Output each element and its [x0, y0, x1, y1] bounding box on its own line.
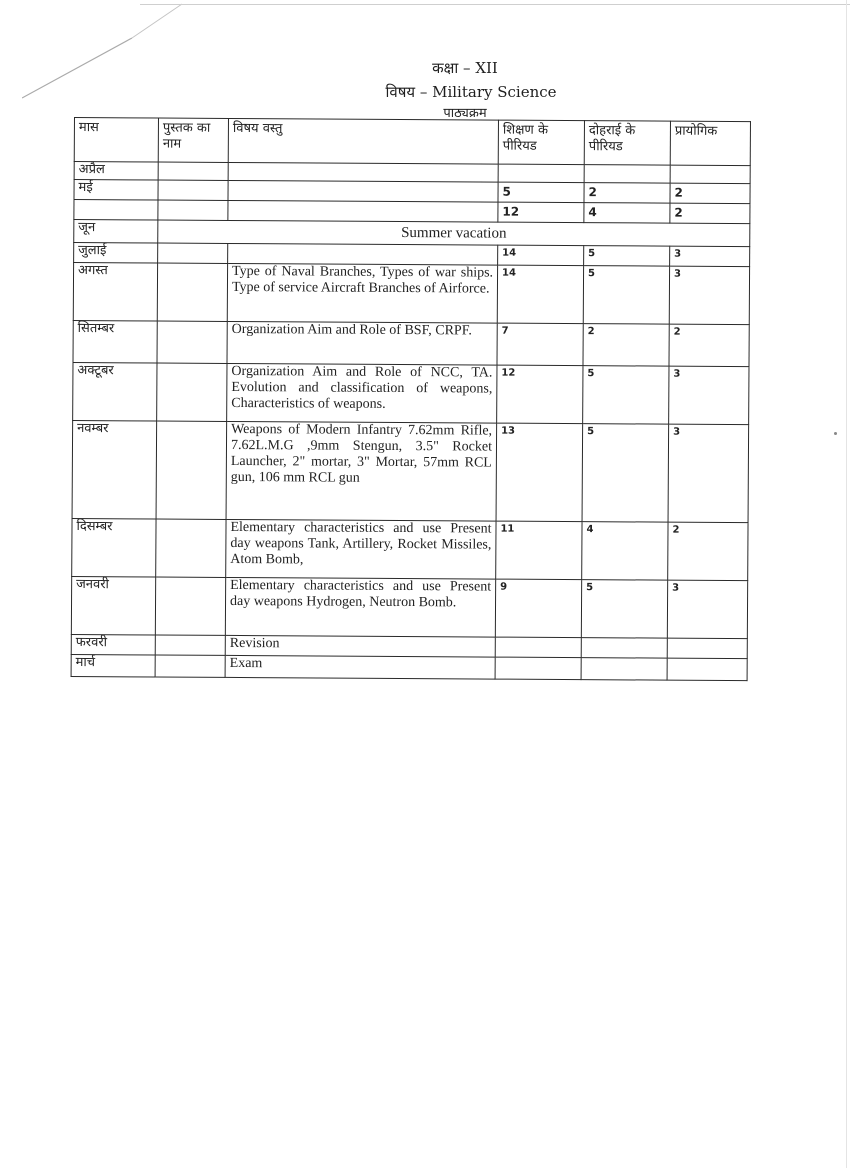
practical-cell: 2 — [668, 522, 748, 580]
month-cell: अगस्त — [73, 263, 157, 322]
col-header-revision-periods: दोहराई के पीरियड — [584, 121, 670, 166]
practical-cell: 2 — [669, 324, 749, 366]
practical-cell: 2 — [670, 203, 750, 223]
book-cell — [155, 577, 225, 635]
syllabus-heading: पाठ्यक्रम — [443, 106, 487, 121]
table-row — [71, 654, 747, 680]
month-cell: अप्रैल — [74, 162, 158, 181]
teaching-cell — [498, 164, 584, 183]
content-cell: Revision — [225, 635, 495, 657]
revision-cell — [581, 658, 667, 681]
book-cell — [158, 243, 228, 263]
revision-cell: 5 — [584, 246, 670, 267]
col-header-month: मास — [74, 118, 158, 163]
table-row — [71, 576, 747, 638]
teaching-cell: 14 — [498, 245, 584, 266]
book-cell — [155, 635, 225, 655]
revision-cell: 4 — [584, 203, 670, 224]
month-cell — [74, 200, 158, 221]
month-cell: जून — [74, 220, 158, 244]
revision-cell: 4 — [582, 522, 668, 581]
scan-right-edge — [846, 0, 847, 1168]
col-header-content: विषय वस्तु — [228, 118, 498, 164]
scan-top-edge — [140, 4, 850, 5]
teaching-cell: 13 — [496, 423, 583, 522]
table-row — [73, 263, 749, 325]
content-cell: Weapons of Modern Infantry 7.62mm Rifle, 7.62L.M.G ,9mm Stengun, 3.5" Rocket Launcher, 2" mortar, 3" Mortar, 57mm RCL gun, 106 mm RCL gun — [226, 421, 497, 521]
teaching-cell: 9 — [495, 579, 581, 638]
practical-cell: 3 — [669, 266, 749, 324]
book-cell — [156, 519, 226, 577]
teaching-cell: 12 — [497, 365, 583, 424]
revision-cell: 5 — [582, 424, 669, 523]
practical-cell: 3 — [667, 580, 747, 638]
scan-speck — [834, 432, 837, 435]
book-cell — [157, 263, 227, 321]
table-header-row — [74, 118, 750, 166]
book-cell — [157, 363, 227, 421]
content-cell: Elementary characteristics and use Present day weapons Tank, Artillery, Rocket Missiles, Atom Bomb, — [226, 519, 496, 579]
month-cell: नवम्बर — [72, 420, 157, 519]
month-cell: अक्टूबर — [73, 362, 157, 421]
revision-cell: 2 — [583, 324, 669, 367]
practical-cell — [667, 658, 747, 680]
content-cell: Type of Naval Branches, Types of war ships. Type of service Aircraft Branches of Airforce. — [227, 263, 497, 323]
revision-cell: 5 — [583, 366, 669, 425]
content-cell: Organization Aim and Role of BSF, CRPF. — [227, 321, 497, 365]
col-header-teaching-periods: शिक्षण के पीरियड — [498, 120, 584, 165]
month-cell: सितम्बर — [73, 320, 157, 363]
practical-cell: 3 — [669, 366, 749, 424]
revision-cell: 2 — [584, 183, 670, 204]
col-header-book: पुस्तक का नाम — [158, 118, 228, 162]
table-row — [73, 362, 749, 424]
revision-cell — [584, 165, 670, 184]
month-cell: जुलाई — [74, 243, 158, 264]
content-cell: Elementary characteristics and use Present day weapons Hydrogen, Neutron Bomb. — [225, 577, 495, 637]
subject-heading: विषय – Military Science — [385, 83, 557, 101]
practical-cell: 2 — [670, 183, 750, 203]
teaching-cell: 5 — [498, 182, 584, 203]
content-cell — [228, 180, 498, 202]
teaching-cell: 7 — [497, 323, 583, 366]
vacation-cell: Summer vacation — [158, 220, 750, 247]
month-cell: जनवरी — [71, 576, 155, 635]
content-cell — [228, 243, 498, 265]
book-cell — [158, 180, 228, 200]
revision-cell: 5 — [581, 580, 667, 639]
practical-cell — [667, 638, 747, 658]
content-cell: Exam — [225, 655, 495, 679]
teaching-cell — [495, 657, 581, 680]
teaching-cell: 12 — [498, 202, 584, 223]
book-cell — [156, 421, 227, 519]
month-cell: फरवरी — [71, 634, 155, 655]
table-row — [72, 420, 749, 522]
content-cell — [228, 200, 498, 222]
month-cell: मई — [74, 180, 158, 201]
revision-cell — [581, 638, 667, 659]
book-cell — [158, 162, 228, 180]
syllabus-table — [71, 117, 751, 681]
book-cell — [157, 321, 227, 363]
teaching-cell: 11 — [496, 521, 582, 580]
teaching-cell — [495, 637, 581, 658]
teaching-cell: 14 — [497, 265, 583, 324]
practical-cell — [670, 165, 750, 183]
table-row — [73, 320, 749, 366]
practical-cell: 3 — [670, 246, 750, 266]
practical-cell: 3 — [668, 424, 749, 522]
syllabus-table-wrapper — [71, 117, 751, 681]
month-cell: मार्च — [71, 654, 155, 677]
book-cell — [158, 200, 228, 220]
book-cell — [155, 655, 225, 677]
content-cell: Organization Aim and Role of NCC, TA. Evolution and classification of weapons, Characteristics of weapons. — [227, 363, 497, 423]
col-header-practical: प्रायोगिक — [670, 121, 750, 165]
month-cell: दिसम्बर — [72, 518, 156, 577]
revision-cell: 5 — [583, 266, 669, 325]
content-cell — [228, 162, 498, 182]
table-row — [72, 518, 748, 580]
class-heading: कक्षा – XII — [432, 59, 498, 77]
